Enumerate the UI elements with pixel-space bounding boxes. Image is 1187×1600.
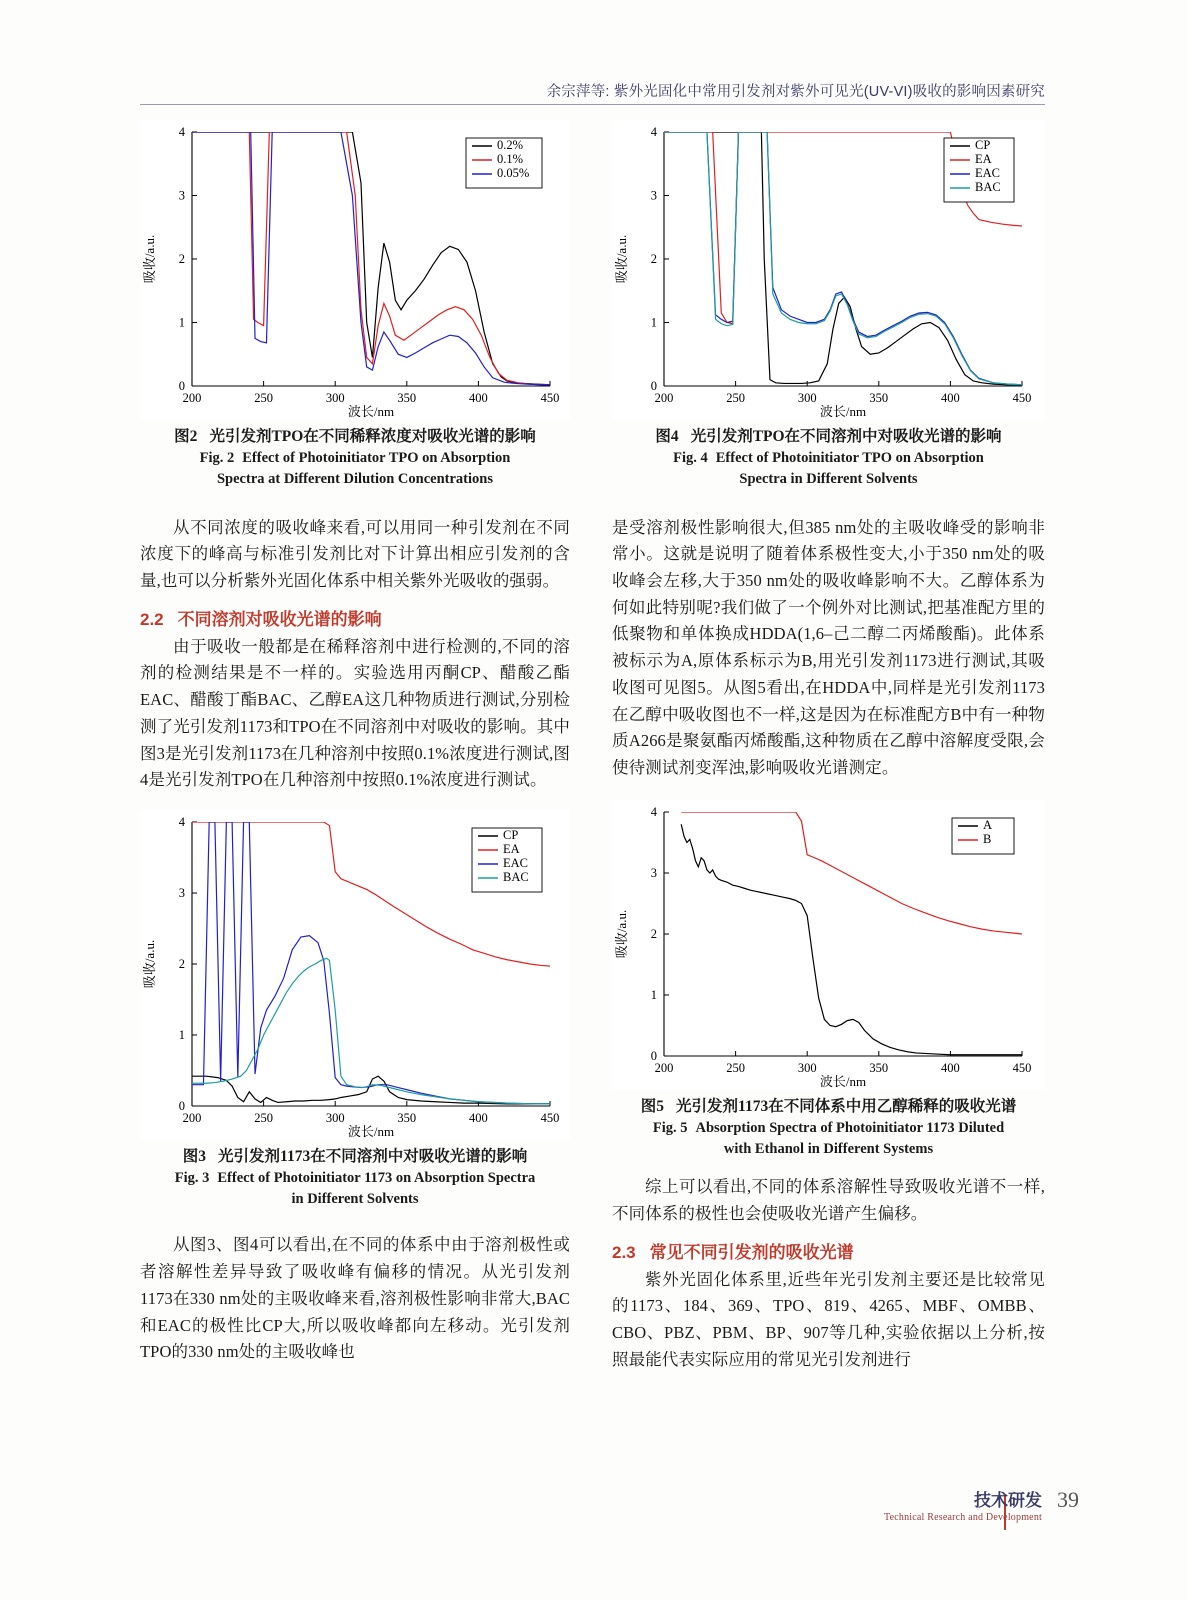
figure-5-caption xyxy=(612,1096,1045,1161)
x-tick-label: 400 xyxy=(941,391,960,405)
x-tick-label: 450 xyxy=(1012,391,1032,405)
x-tick-label: 300 xyxy=(797,1060,817,1075)
section-2-2-number: 2.2 xyxy=(140,609,164,629)
x-tick-label: 200 xyxy=(654,391,674,405)
section-2-3-number: 2.3 xyxy=(612,1242,636,1262)
y-tick-label: 2 xyxy=(178,956,185,971)
figure-2-caption xyxy=(140,426,570,491)
legend-label-A: A xyxy=(983,817,993,832)
y-tick-label: 3 xyxy=(178,885,185,900)
x-tick-label: 200 xyxy=(182,1110,202,1125)
y-tick-label: 1 xyxy=(650,315,657,330)
legend-label-EA: EA xyxy=(503,841,520,856)
left-paragraph-1: 从不同浓度的吸收峰来看,可以用同一种引发剂在不同浓度下的峰高与标准引发剂比对下计算出相应引发剂的含量,也可以分析紫外光固化体系中相关紫外光吸收的强弱。 xyxy=(140,517,570,590)
figure-4-en-label: Fig. 4 xyxy=(673,450,708,467)
figure-5-en-label: Fig. 5 xyxy=(652,1120,688,1137)
legend-label-EAC: EAC xyxy=(975,166,1000,180)
legend-label-B: B xyxy=(983,831,992,846)
x-tick-label: 350 xyxy=(397,391,417,405)
legend-label-0.2%: 0.2% xyxy=(497,138,524,152)
footer-section-en: Technical Research and Development xyxy=(884,1512,1042,1523)
running-head: 余宗萍等: 紫外光固化中常用引发剂对紫外可见光(UV-VI)吸收的影响因素研究 xyxy=(546,84,1045,100)
figure-3-chart xyxy=(140,810,570,1140)
x-axis-label: 波长/nm xyxy=(819,404,867,419)
figure-3-en-title-1: Effect of Photoinitiator 1173 on Absorption Spectra xyxy=(217,1170,536,1187)
legend-label-EAC: EAC xyxy=(503,855,528,870)
page-number: 39 xyxy=(1057,1487,1079,1512)
x-tick-label: 250 xyxy=(726,1060,745,1075)
legend-label-0.05%: 0.05% xyxy=(497,166,530,180)
y-tick-label: 3 xyxy=(178,188,185,203)
legend-label-CP: CP xyxy=(503,827,519,842)
chart-fig3-svg xyxy=(140,810,560,1140)
legend-label-BAC: BAC xyxy=(975,180,1001,194)
x-axis-label: 波长/nm xyxy=(347,1123,395,1139)
right-paragraph-1: 是受溶剂极性影响很大,但385 nm处的主吸收峰受的影响非常小。这就是说明了随着体系极性变大,小于350 nm处的吸收峰会左移,大于350 nm处的吸收峰影响不大。乙醇体系为何如此特别呢?我们做了一个例外对比测试,把基准配方里的低聚物和单体换成HDDA(1,6–己二醇二丙烯酸酯)。此体系被标示为A,原体系标示为B,用光引发剂1173进行测试,其吸收图可见图5。从图5看出,在HDDA中,同样是光引发剂1173在乙醇中吸收图也不一样,这是因为在标准配方B中有一种物质A266是聚氨酯丙烯酸酯,这种物质在乙醇中溶解度受限,会使待测试剂变浑浊,影响吸收光谱测定。 xyxy=(612,517,1045,777)
x-tick-label: 300 xyxy=(797,391,817,405)
section-2-2-title: 不同溶剂对吸收光谱的影响 xyxy=(177,609,382,629)
right-paragraph-2: 综上可以看出,不同的体系溶解性导致吸收光谱不一样,不同体系的极性也会使吸收光谱产生偏移。 xyxy=(612,1177,1045,1223)
x-tick-label: 350 xyxy=(397,1110,417,1125)
y-axis-label: 吸收/a.u. xyxy=(614,909,629,958)
y-tick-label: 4 xyxy=(650,125,657,139)
y-tick-label: 1 xyxy=(650,987,657,1002)
x-tick-label: 450 xyxy=(1012,1060,1032,1075)
figure-3-en-label: Fig. 3 xyxy=(174,1170,210,1187)
y-tick-label: 2 xyxy=(178,252,185,266)
section-2-3-heading xyxy=(612,1238,1045,1263)
figure-4-caption xyxy=(612,426,1045,491)
x-tick-label: 300 xyxy=(325,391,345,405)
footer-section-cn: 技术研发 xyxy=(974,1491,1042,1510)
figure-2-cn-label: 图2 xyxy=(174,428,198,445)
x-tick-label: 300 xyxy=(325,1110,345,1125)
x-tick-label: 450 xyxy=(540,1110,560,1125)
x-axis-label: 波长/nm xyxy=(347,404,395,419)
figure-5-chart xyxy=(612,800,1045,1090)
left-paragraph-2: 由于吸收一般都是在稀释溶剂中进行检测的,不同的溶剂的检测结果是不一样的。实验选用丙酮CP、醋酸乙酯EAC、醋酸丁酯BAC、乙醇EA这几种物质进行测试,分别检测了光引发剂1173和TPO在不同溶剂中对吸收的影响。其中图3是光引发剂1173在几种溶剂中按照0.1%浓度进行测试,图4是光引发剂TPO在几种溶剂中按照0.1%浓度进行测试。 xyxy=(140,636,570,790)
x-tick-label: 250 xyxy=(726,391,745,405)
figure-4-cn-title: 光引发剂TPO在不同溶剂中对吸收光谱的影响 xyxy=(690,428,1002,445)
y-axis-label: 吸收/a.u. xyxy=(142,234,157,284)
x-tick-label: 350 xyxy=(869,391,889,405)
right-column xyxy=(612,120,1045,1376)
chart-fig2-svg xyxy=(140,120,560,420)
figure-5-cn-label: 图5 xyxy=(640,1097,665,1115)
y-tick-label: 1 xyxy=(178,1027,185,1042)
figure-3-en-title-2: in Different Solvents xyxy=(291,1191,419,1208)
x-tick-label: 400 xyxy=(941,1060,960,1075)
chart-fig4-svg xyxy=(612,120,1032,420)
chart-fig5-svg xyxy=(612,800,1032,1090)
x-tick-label: 200 xyxy=(182,391,202,405)
x-tick-label: 250 xyxy=(254,1110,273,1125)
figure-2-chart xyxy=(140,120,570,420)
y-tick-label: 3 xyxy=(650,188,657,203)
figure-5-cn-title: 光引发剂1173在不同体系中用乙醇稀释的吸收光谱 xyxy=(676,1097,1017,1115)
legend-label-BAC: BAC xyxy=(503,869,529,884)
legend-label-EA: EA xyxy=(975,152,992,166)
x-tick-label: 200 xyxy=(654,1060,674,1075)
section-2-2-heading xyxy=(140,605,570,630)
legend-label-0.1%: 0.1% xyxy=(497,152,524,166)
figure-2-en-title-1: Effect of Photoinitiator TPO on Absorption xyxy=(242,450,511,467)
figure-4-chart xyxy=(612,120,1045,420)
header-divider xyxy=(140,104,1045,105)
y-axis-label: 吸收/a.u. xyxy=(614,234,629,284)
y-tick-label: 4 xyxy=(650,804,657,819)
section-2-3-title: 常见不同引发剂的吸收光谱 xyxy=(649,1242,854,1262)
figure-4-cn-label: 图4 xyxy=(655,428,679,445)
left-paragraph-3: 从图3、图4可以看出,在不同的体系中由于溶剂极性或者溶解性差异导致了吸收峰有偏移的情况。从光引发剂1173在330 nm处的主吸收峰来看,溶剂极性影响非常大,BAC和EAC的极性比CP大,所以吸收峰都向左移动。光引发剂TPO的330 nm处的主吸收峰也 xyxy=(140,1235,570,1362)
y-tick-label: 2 xyxy=(650,926,657,941)
x-tick-label: 350 xyxy=(869,1060,889,1075)
figure-3-cn-label: 图3 xyxy=(182,1147,207,1165)
y-tick-label: 2 xyxy=(650,252,657,266)
x-tick-label: 400 xyxy=(469,1110,488,1125)
left-column xyxy=(140,120,570,1368)
y-tick-label: 4 xyxy=(178,125,185,139)
legend-label-CP: CP xyxy=(975,138,991,152)
figure-3-caption xyxy=(140,1146,570,1211)
figure-2-cn-title: 光引发剂TPO在不同稀释浓度对吸收光谱的影响 xyxy=(209,428,536,445)
y-tick-label: 0 xyxy=(178,1098,185,1113)
y-axis-label: 吸收/a.u. xyxy=(142,939,157,989)
x-axis-label: 波长/nm xyxy=(819,1073,867,1089)
y-tick-label: 1 xyxy=(178,315,185,330)
figure-4-en-title-2: Spectra in Different Solvents xyxy=(739,471,918,488)
y-tick-label: 4 xyxy=(178,814,185,829)
y-tick-label: 0 xyxy=(650,1048,657,1063)
figure-5-en-title-1: Absorption Spectra of Photoinitiator 1173 Diluted xyxy=(695,1120,1005,1137)
x-tick-label: 400 xyxy=(469,391,488,405)
y-tick-label: 3 xyxy=(650,865,657,880)
figure-3-cn-title: 光引发剂1173在不同溶剂中对吸收光谱的影响 xyxy=(218,1147,528,1165)
y-tick-label: 0 xyxy=(650,379,657,393)
x-tick-label: 250 xyxy=(254,391,273,405)
figure-2-en-title-2: Spectra at Different Dilution Concentrations xyxy=(216,471,493,488)
right-paragraph-3: 紫外光固化体系里,近些年光引发剂主要还是比较常见的1173、184、369、TPO、819、4265、MBF、OMBB、CBO、PBZ、PBM、BP、907等几种,实验依据以上分析,按照最能代表实际应用的常见光引发剂进行 xyxy=(612,1269,1045,1369)
figure-4-en-title-1: Effect of Photoinitiator TPO on Absorption xyxy=(715,450,984,467)
figure-2-en-label: Fig. 2 xyxy=(199,450,235,467)
y-tick-label: 0 xyxy=(178,379,185,393)
figure-5-en-title-2: with Ethanol in Different Systems xyxy=(723,1141,934,1158)
x-tick-label: 450 xyxy=(540,391,560,405)
